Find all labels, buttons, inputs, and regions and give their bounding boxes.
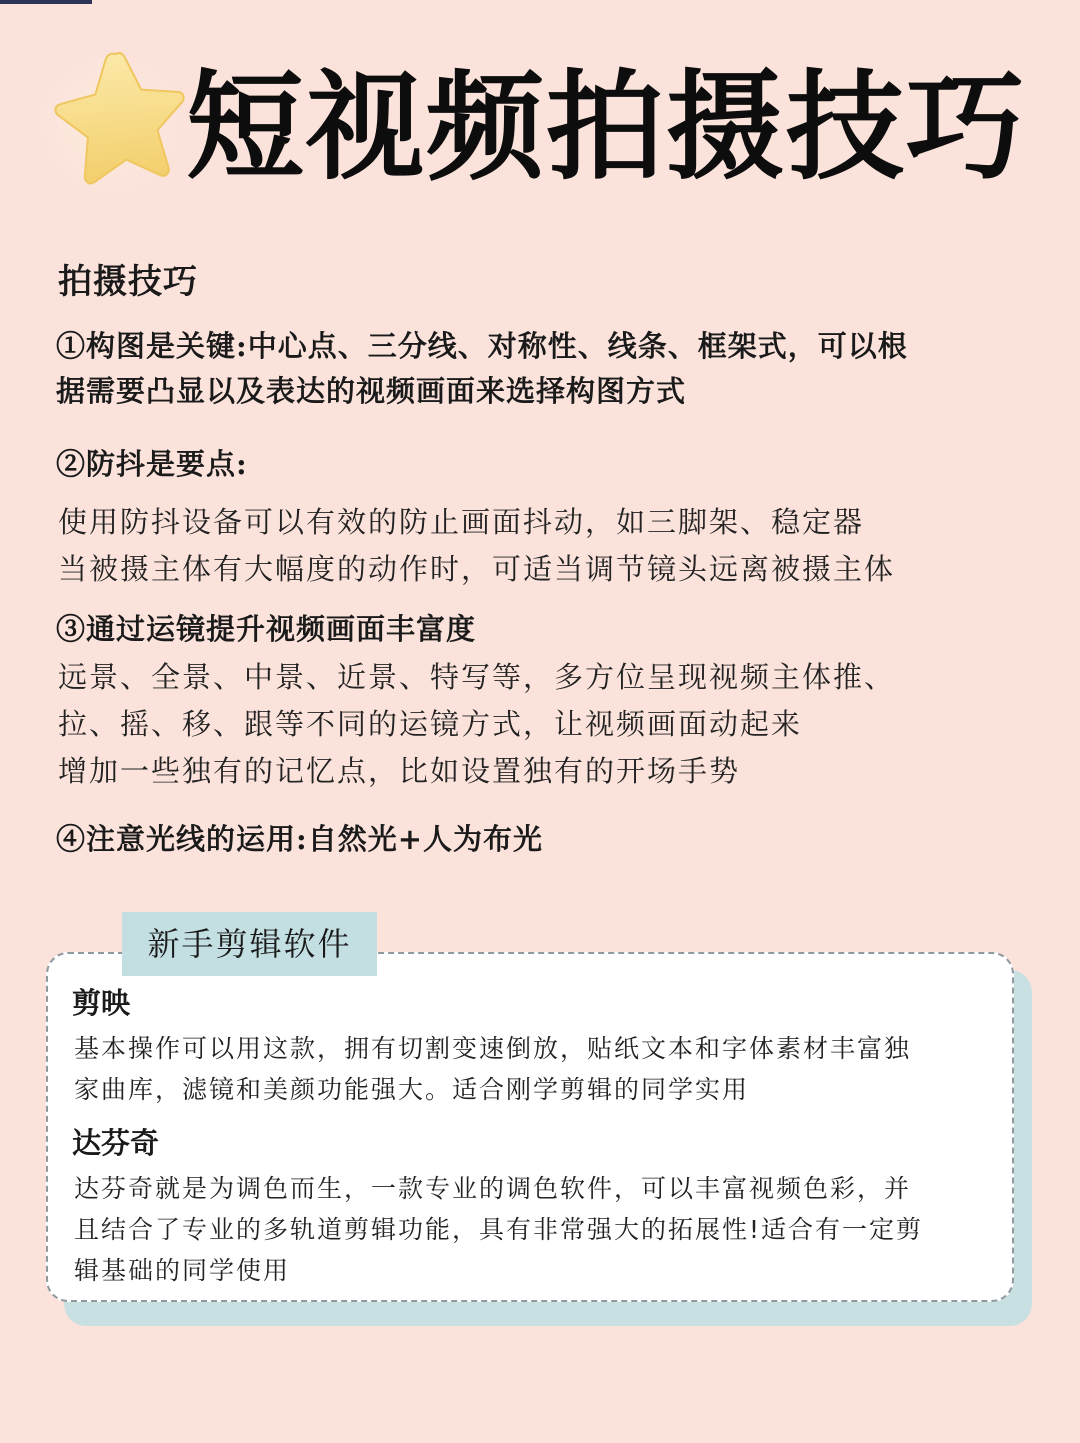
section-heading: 拍摄技巧 bbox=[58, 262, 198, 302]
software-description-line: 基本操作可以用这款，拥有切割变速倒放，贴纸文本和字体素材丰富独 bbox=[74, 1034, 912, 1063]
tip-title bbox=[56, 324, 1026, 414]
tip-title-line: ③通过运镜提升视频画面丰富度 bbox=[56, 612, 477, 646]
corner-accent-bar bbox=[0, 0, 92, 4]
tip-title-line: ①构图是关键:中心点、三分线、对称性、线条、框架式，可以根 bbox=[56, 329, 908, 363]
software-description-line: 辑基础的同学使用 bbox=[74, 1256, 291, 1285]
tip-title bbox=[56, 442, 1026, 487]
software-description-line: 家曲库，滤镜和美颜功能强大。适合刚学剪辑的同学实用 bbox=[74, 1075, 750, 1104]
software-description-line: 且结合了专业的多轨道剪辑功能，具有非常强大的拓展性!适合有一定剪 bbox=[74, 1215, 924, 1244]
tip-body-line: 远景、全景、中景、近景、特写等，多方位呈现视频主体推、 bbox=[58, 660, 896, 694]
software-description bbox=[74, 1028, 1012, 1110]
tip-item bbox=[56, 817, 1026, 862]
tip-body-line: 增加一些独有的记忆点，比如设置独有的开场手势 bbox=[58, 754, 741, 788]
tip-body-line: 使用防抖设备可以有效的防止画面抖动，如三脚架、稳定器 bbox=[58, 505, 865, 539]
tip-title-line: ④注意光线的运用:自然光+人为布光 bbox=[56, 822, 544, 856]
tip-title-line: 据需要凸显以及表达的视频画面来选择构图方式 bbox=[56, 374, 687, 408]
software-description bbox=[74, 1168, 1012, 1291]
tip-body bbox=[58, 654, 1026, 795]
software-name: 剪映 bbox=[72, 986, 131, 1020]
tip-title bbox=[56, 607, 1026, 652]
tip-item bbox=[56, 324, 1026, 414]
tips-list bbox=[56, 324, 1026, 876]
page-title: 短视频拍摄技巧 bbox=[186, 57, 1027, 196]
software-name: 达芬奇 bbox=[72, 1126, 160, 1160]
software-description-line: 达芬奇就是为调色而生，一款专业的调色软件，可以丰富视频色彩，并 bbox=[74, 1174, 912, 1203]
software-card-content bbox=[72, 980, 1012, 1301]
tip-body-line: 拉、摇、移、跟等不同的运镜方式，让视频画面动起来 bbox=[58, 707, 803, 741]
tip-title bbox=[56, 817, 1026, 862]
star-icon bbox=[30, 40, 190, 200]
tip-title-line: ②防抖是要点: bbox=[56, 447, 248, 481]
tip-item bbox=[56, 442, 1026, 593]
software-entry bbox=[72, 1120, 1012, 1291]
tip-item bbox=[56, 607, 1026, 795]
software-card-tab: 新手剪辑软件 bbox=[122, 912, 377, 976]
tip-body-line: 当被摄主体有大幅度的动作时，可适当调节镜头远离被摄主体 bbox=[58, 552, 896, 586]
tip-body bbox=[58, 499, 1026, 593]
software-entry bbox=[72, 980, 1012, 1110]
